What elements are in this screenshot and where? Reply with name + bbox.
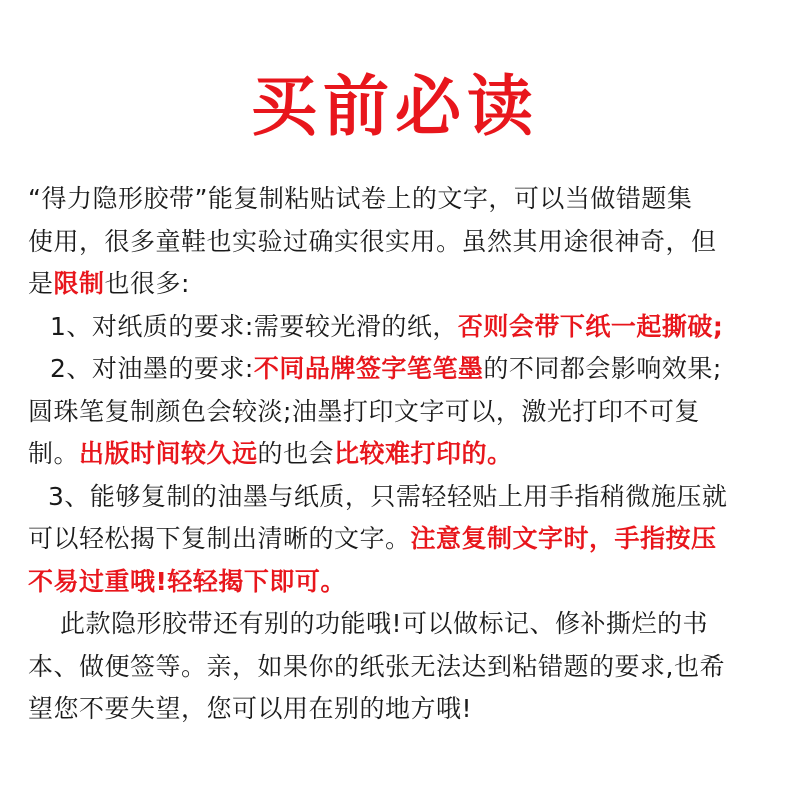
text-line [28,518,780,561]
text-segment: 1、对纸质的要求:需要较光滑的纸， [50,311,458,341]
text-segment: 2、对油墨的要求: [50,354,254,383]
page-title: 买前必读 [251,68,539,145]
text-line [28,391,780,434]
highlight-segment: 比较难打印的。 [334,439,513,468]
text-line [28,603,780,646]
highlight-segment: 不同品牌签字笔笔墨 [253,354,484,383]
text-segment: 望您不要失望，您可以用在别的地方哦! [28,694,473,723]
text-segment: 是 [28,269,54,298]
text-line [28,561,780,604]
text-segment: 可以轻松揭下复制出清晰的文字。 [28,524,411,553]
text-segment: 本、做便签等。亲，如果你的纸张无法达到粘错题的要求,也希 [28,651,725,681]
text-line [28,688,780,731]
text-segment: 的不同都会影响效果; [483,354,722,383]
text-line [28,646,780,689]
text-segment: 圆珠笔复制颜色会较淡;油墨打印文字可以，激光打印不可复 [28,396,700,426]
text-segment: 使用，很多童鞋也实验过确实很实用。虽然其用途很神奇，但 [28,226,717,256]
text-segment: 此款隐形胶带还有别的功能哦!可以做标记、修补撕烂的书 [60,609,709,638]
highlight-segment: 注意复制文字时，手指按压 [410,524,717,553]
list-item [28,348,780,391]
notice-body [28,178,780,731]
list-item [28,476,780,519]
highlight-segment: 不易过重哦!轻轻揭下即可。 [28,566,346,596]
highlight-segment: 出版时间较久远 [79,439,258,468]
text-line [28,178,780,221]
text-segment: 的也会 [257,439,335,468]
text-segment: 也很多: [104,269,190,298]
highlight-segment: 否则会带下纸一起撕破; [457,311,724,341]
text-line [28,263,780,306]
text-line [28,221,780,264]
highlight-segment: 限制 [53,269,105,298]
text-segment: 3、能够复制的油墨与纸质，只需轻轻贴上用手指稍微施压就 [48,481,728,511]
text-segment: “得力隐形胶带”能复制粘贴试卷上的文字，可以当做错题集 [28,184,693,213]
list-item [28,306,780,349]
text-line [28,433,780,476]
text-segment: 制。 [28,439,80,468]
